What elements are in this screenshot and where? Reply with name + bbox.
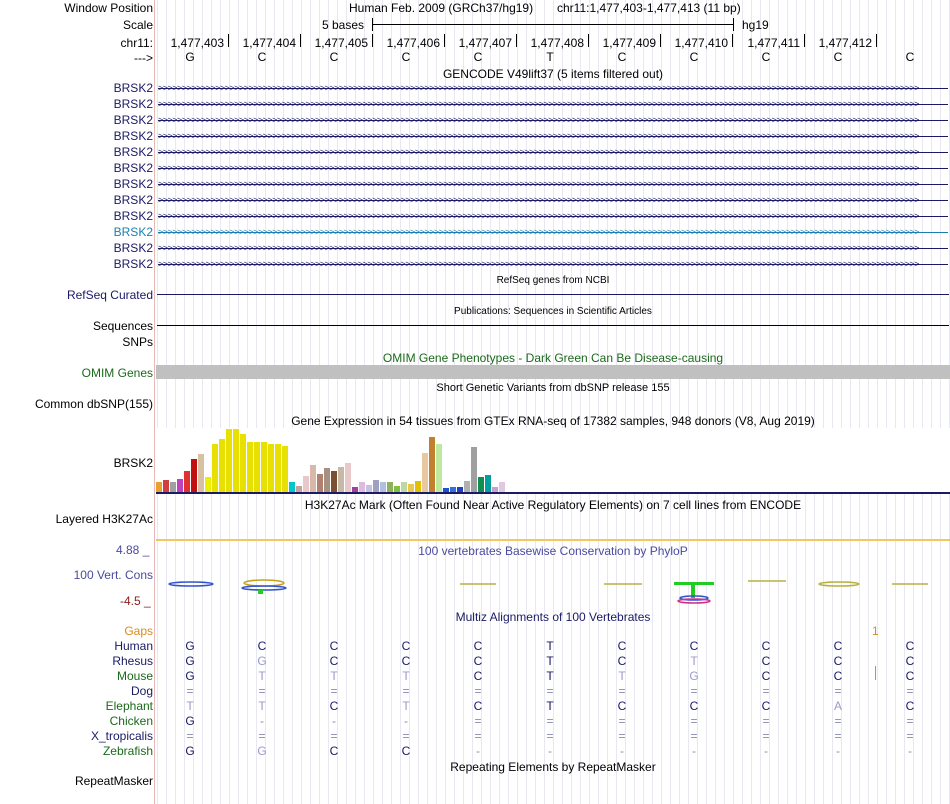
gtex-tissue-bar[interactable] xyxy=(240,434,246,492)
alignment-base: T xyxy=(690,654,698,668)
gtex-tissue-bar[interactable] xyxy=(485,475,491,492)
alignment-base: G xyxy=(185,639,195,653)
gencode-transcript-label[interactable]: BRSK2 xyxy=(113,257,153,271)
gtex-tissue-bar[interactable] xyxy=(422,453,428,492)
alignment-base: C xyxy=(689,699,699,713)
alignment-base: - xyxy=(548,744,552,758)
multiz-species-label[interactable]: Zebrafish xyxy=(102,744,153,758)
alignment-base: C xyxy=(401,654,411,668)
gtex-tissue-bar[interactable] xyxy=(212,444,218,492)
alignment-base: T xyxy=(546,639,554,653)
alignment-base: T xyxy=(402,669,410,683)
gtex-tissue-bar[interactable] xyxy=(331,471,337,492)
ruler-tick xyxy=(444,34,445,47)
alignment-base: = xyxy=(906,684,914,698)
cons-min-value: -4.5 _ xyxy=(120,594,151,608)
ruler-base: C xyxy=(257,50,267,64)
alignment-base: C xyxy=(473,699,483,713)
label-column-divider xyxy=(154,0,155,804)
gtex-tissue-bar[interactable] xyxy=(156,482,162,492)
alignment-base: C xyxy=(473,669,483,683)
alignment-base: C xyxy=(257,639,267,653)
cons-glyph-5 xyxy=(674,582,714,603)
alignment-base: = xyxy=(906,729,914,743)
gtex-tissue-bar[interactable] xyxy=(478,477,484,492)
gtex-tissue-bar[interactable] xyxy=(415,481,421,492)
alignment-base: G xyxy=(185,669,195,683)
gencode-strand-arrows: >>>>>>>>>>>>>>>>>>>>>>>>>>>>>>>>>>>>>>>>>>>>>>>>>>>>>>>>>>>>>>>>>>>>>>>>>>>>>>>>>>>>>>>>>>>>>>>>>>>>>>>>>>>>>>>>>>>>>>>>>>>>>>>>>>>>>>>>>>>>>>>>>>>>>>>>>>>>>>>> xyxy=(158,116,919,125)
alignment-base: - xyxy=(908,744,912,758)
alignment-base: T xyxy=(330,669,338,683)
alignment-base: T xyxy=(546,669,554,683)
gtex-tissue-bar[interactable] xyxy=(317,474,323,492)
ruler-tick xyxy=(588,34,589,47)
alignment-base: = xyxy=(762,729,770,743)
alignment-base: = xyxy=(906,714,914,728)
alignment-base: T xyxy=(402,699,410,713)
alignment-base: T xyxy=(258,699,266,713)
alignment-base: T xyxy=(258,669,266,683)
alignment-base: C xyxy=(617,654,627,668)
multiz-species-label[interactable]: Dog xyxy=(130,684,153,698)
ruler-base: C xyxy=(473,50,483,64)
gtex-tissue-bar[interactable] xyxy=(310,465,316,492)
cons-glyph-7 xyxy=(819,582,859,586)
ruler-position-label: 1,477,408 xyxy=(530,36,584,50)
multiz-species-label[interactable]: Mouse xyxy=(116,669,153,683)
multiz-species-label[interactable]: Rhesus xyxy=(112,654,153,668)
alignment-base: = xyxy=(834,729,842,743)
alignment-base: - xyxy=(476,744,480,758)
alignment-base: T xyxy=(546,654,554,668)
refseq-track-line[interactable] xyxy=(157,294,949,295)
gtex-tissue-bar[interactable] xyxy=(471,447,477,492)
alignment-base: = xyxy=(474,714,482,728)
alignment-base: = xyxy=(690,729,698,743)
multiz-species-label[interactable]: Chicken xyxy=(109,714,153,728)
ruler-position-label: 1,477,412 xyxy=(818,36,872,50)
scale-bar xyxy=(372,24,733,25)
gencode-transcript-label[interactable]: BRSK2 xyxy=(113,177,153,191)
sequences-label[interactable]: Sequences xyxy=(92,319,153,333)
alignment-base: - xyxy=(620,744,624,758)
alignment-base: - xyxy=(692,744,696,758)
alignment-base: G xyxy=(185,654,195,668)
layered-h3k27ac-label[interactable]: Layered H3K27Ac xyxy=(55,512,153,526)
alignment-base: C xyxy=(617,639,627,653)
gencode-strand-arrows: >>>>>>>>>>>>>>>>>>>>>>>>>>>>>>>>>>>>>>>>>>>>>>>>>>>>>>>>>>>>>>>>>>>>>>>>>>>>>>>>>>>>>>>>>>>>>>>>>>>>>>>>>>>>>>>>>>>>>>>>>>>>>>>>>>>>>>>>>>>>>>>>>>>>>>>>>>>>>>>> xyxy=(158,100,919,109)
gtex-tissue-bar[interactable] xyxy=(198,454,204,492)
h3k27ac-track-title[interactable]: H3K27Ac Mark (Often Found Near Active Regulatory Elements) on 7 cell lines from ENCODE xyxy=(304,498,802,512)
ruler-position-label: 1,477,407 xyxy=(458,36,512,50)
gtex-tissue-bar[interactable] xyxy=(387,482,393,492)
alignment-base: = xyxy=(762,714,770,728)
multiz-species-label[interactable]: Elephant xyxy=(105,699,153,713)
gencode-transcript-label[interactable]: BRSK2 xyxy=(113,81,153,95)
alignment-base: C xyxy=(905,699,915,713)
gtex-tissue-bar[interactable] xyxy=(338,467,344,492)
scale-text: 5 bases xyxy=(322,18,365,32)
gtex-tissue-bar[interactable] xyxy=(324,468,330,492)
gencode-strand-arrows: >>>>>>>>>>>>>>>>>>>>>>>>>>>>>>>>>>>>>>>>>>>>>>>>>>>>>>>>>>>>>>>>>>>>>>>>>>>>>>>>>>>>>>>>>>>>>>>>>>>>>>>>>>>>>>>>>>>>>>>>>>>>>>>>>>>>>>>>>>>>>>>>>>>>>>>>>>>>>>>> xyxy=(158,180,919,189)
gtex-tissue-bar[interactable] xyxy=(268,444,274,492)
alignment-base: C xyxy=(905,639,915,653)
alignment-base: = xyxy=(546,714,554,728)
alignment-base: A xyxy=(833,699,842,713)
gencode-transcript-label[interactable]: BRSK2 xyxy=(113,193,153,207)
alignment-base: C xyxy=(761,639,771,653)
alignment-base: C xyxy=(761,654,771,668)
gtex-tissue-bar[interactable] xyxy=(345,463,351,492)
ruler-base: C xyxy=(905,50,915,64)
ruler-base: C xyxy=(617,50,627,64)
ruler-position-label: 1,477,405 xyxy=(314,36,368,50)
alignment-base: = xyxy=(834,714,842,728)
gtex-tissue-bar[interactable] xyxy=(177,479,183,492)
gtex-baseline xyxy=(156,492,950,494)
gencode-strand-arrows: >>>>>>>>>>>>>>>>>>>>>>>>>>>>>>>>>>>>>>>>>>>>>>>>>>>>>>>>>>>>>>>>>>>>>>>>>>>>>>>>>>>>>>>>>>>>>>>>>>>>>>>>>>>>>>>>>>>>>>>>>>>>>>>>>>>>>>>>>>>>>>>>>>>>>>>>>>>>>>>> xyxy=(158,228,919,237)
alignment-base: C xyxy=(473,654,483,668)
alignment-base: G xyxy=(257,744,267,758)
alignment-base: = xyxy=(546,729,554,743)
omim-genes-label[interactable]: OMIM Genes xyxy=(81,366,153,380)
gtex-tissue-bar[interactable] xyxy=(408,484,414,492)
alignment-base: T xyxy=(546,699,554,713)
ruler-tick xyxy=(660,34,661,47)
gtex-tissue-bar[interactable] xyxy=(359,482,365,492)
alignment-base: - xyxy=(836,744,840,758)
gtex-tissue-bar[interactable] xyxy=(275,444,281,492)
alignment-base: - xyxy=(260,714,264,728)
chrom-label: chr11: xyxy=(120,36,153,50)
gtex-gene-label[interactable]: BRSK2 xyxy=(113,456,153,470)
ruler-base: C xyxy=(401,50,411,64)
gtex-tissue-bar[interactable] xyxy=(282,446,288,492)
strand-label: ---> xyxy=(134,51,153,65)
alignment-base: = xyxy=(402,729,410,743)
ruler-tick xyxy=(876,34,877,47)
alignment-base: = xyxy=(618,729,626,743)
gtex-bar-chart[interactable] xyxy=(156,428,950,492)
multiz-species-label[interactable]: Human xyxy=(114,639,153,653)
alignment-base: C xyxy=(329,639,339,653)
gencode-strand-arrows: >>>>>>>>>>>>>>>>>>>>>>>>>>>>>>>>>>>>>>>>>>>>>>>>>>>>>>>>>>>>>>>>>>>>>>>>>>>>>>>>>>>>>>>>>>>>>>>>>>>>>>>>>>>>>>>>>>>>>>>>>>>>>>>>>>>>>>>>>>>>>>>>>>>>>>>>>>>>>>>> xyxy=(158,132,919,141)
ruler-position-label: 1,477,410 xyxy=(674,36,728,50)
ruler-base: T xyxy=(546,50,554,64)
gencode-transcript-label[interactable]: BRSK2 xyxy=(113,113,153,127)
alignment-base: C xyxy=(329,699,339,713)
alignment-base: G xyxy=(257,654,267,668)
snps-label[interactable]: SNPs xyxy=(122,335,153,349)
alignment-base: - xyxy=(332,714,336,728)
gencode-strand-arrows: >>>>>>>>>>>>>>>>>>>>>>>>>>>>>>>>>>>>>>>>>>>>>>>>>>>>>>>>>>>>>>>>>>>>>>>>>>>>>>>>>>>>>>>>>>>>>>>>>>>>>>>>>>>>>>>>>>>>>>>>>>>>>>>>>>>>>>>>>>>>>>>>>>>>>>>>>>>>>>>> xyxy=(158,244,919,253)
alignment-base: C xyxy=(905,654,915,668)
alignment-base: C xyxy=(761,669,771,683)
alignment-base: C xyxy=(905,669,915,683)
gencode-strand-arrows: >>>>>>>>>>>>>>>>>>>>>>>>>>>>>>>>>>>>>>>>>>>>>>>>>>>>>>>>>>>>>>>>>>>>>>>>>>>>>>>>>>>>>>>>>>>>>>>>>>>>>>>>>>>>>>>>>>>>>>>>>>>>>>>>>>>>>>>>>>>>>>>>>>>>>>>>>>>>>>>> xyxy=(158,196,919,205)
alignment-base: = xyxy=(330,729,338,743)
gtex-tissue-bar[interactable] xyxy=(247,442,253,492)
gtex-track-title[interactable]: Gene Expression in 54 tissues from GTEx RNA-seq of 17382 samples, 948 donors (V8, Aug 2019) xyxy=(291,414,815,428)
vert-cons-label[interactable]: 100 Vert. Cons xyxy=(73,568,153,582)
ruler-tick xyxy=(300,34,301,47)
gencode-strand-arrows: >>>>>>>>>>>>>>>>>>>>>>>>>>>>>>>>>>>>>>>>>>>>>>>>>>>>>>>>>>>>>>>>>>>>>>>>>>>>>>>>>>>>>>>>>>>>>>>>>>>>>>>>>>>>>>>>>>>>>>>>>>>>>>>>>>>>>>>>>>>>>>>>>>>>>>>>>>>>>>>> xyxy=(158,84,919,93)
ruler-position-label: 1,477,409 xyxy=(602,36,656,50)
gtex-tissue-bar[interactable] xyxy=(205,477,211,492)
gaps-label[interactable]: Gaps xyxy=(124,624,153,638)
alignment-base: = xyxy=(618,684,626,698)
omim-track-title[interactable]: OMIM Gene Phenotypes - Dark Green Can Be Disease-causing xyxy=(382,351,724,365)
ruler-tick xyxy=(804,34,805,47)
common-dbsnp-label[interactable]: Common dbSNP(155) xyxy=(34,397,153,411)
sequences-track-line[interactable] xyxy=(157,325,949,326)
alignment-base: = xyxy=(474,729,482,743)
gtex-tissue-bar[interactable] xyxy=(464,481,470,492)
alignment-base: = xyxy=(474,684,482,698)
gtex-tissue-bar[interactable] xyxy=(233,429,239,492)
refseq-curated-label[interactable]: RefSeq Curated xyxy=(66,288,153,302)
alignment-base: G xyxy=(185,744,195,758)
alignment-base: C xyxy=(833,669,843,683)
alignment-base: C xyxy=(833,639,843,653)
position-text: chr11:1,477,403-1,477,413 (11 bp) xyxy=(557,1,741,15)
ruler-position-label: 1,477,403 xyxy=(170,36,224,50)
window-position-label: Window Position xyxy=(64,1,153,15)
gencode-strand-arrows: >>>>>>>>>>>>>>>>>>>>>>>>>>>>>>>>>>>>>>>>>>>>>>>>>>>>>>>>>>>>>>>>>>>>>>>>>>>>>>>>>>>>>>>>>>>>>>>>>>>>>>>>>>>>>>>>>>>>>>>>>>>>>>>>>>>>>>>>>>>>>>>>>>>>>>>>>>>>>>>> xyxy=(158,148,919,157)
alignment-base: C xyxy=(329,654,339,668)
gtex-tissue-bar[interactable] xyxy=(373,480,379,492)
ruler-position-label: 1,477,404 xyxy=(242,36,296,50)
gtex-tissue-bar[interactable] xyxy=(303,476,309,492)
gtex-tissue-bar[interactable] xyxy=(219,439,225,492)
ruler-tick xyxy=(732,34,733,47)
assembly-text: Human Feb. 2009 (GRCh37/hg19) xyxy=(349,1,534,15)
ruler-tick xyxy=(516,34,517,47)
gencode-transcript-label[interactable]: BRSK2 xyxy=(113,161,153,175)
alignment-base: T xyxy=(618,669,626,683)
scale-label: Scale xyxy=(122,18,153,32)
cons-max-value: 4.88 _ xyxy=(116,543,150,557)
cons-glyph-1 xyxy=(169,582,213,586)
ruler-tick xyxy=(228,34,229,47)
gtex-tissue-bar[interactable] xyxy=(499,482,505,492)
alignment-base: = xyxy=(546,684,554,698)
gtex-tissue-bar[interactable] xyxy=(170,482,176,492)
refseq-track-title[interactable]: RefSeq genes from NCBI xyxy=(496,275,610,286)
alignment-base: = xyxy=(402,684,410,698)
alignment-base: = xyxy=(834,684,842,698)
h3k27ac-signal-line[interactable] xyxy=(156,539,950,541)
publications-track-title[interactable]: Publications: Sequences in Scientific Articles xyxy=(454,306,652,317)
gtex-tissue-bar[interactable] xyxy=(261,442,267,492)
gtex-tissue-bar[interactable] xyxy=(429,437,435,492)
ruler-base: C xyxy=(689,50,699,64)
ruler-base: C xyxy=(329,50,339,64)
alignment-base: C xyxy=(833,654,843,668)
gtex-tissue-bar[interactable] xyxy=(436,444,442,492)
gtex-tissue-bar[interactable] xyxy=(163,480,169,492)
omim-gene-bar[interactable] xyxy=(156,365,950,379)
alignment-base: T xyxy=(186,699,194,713)
ruler-tick xyxy=(372,34,373,47)
alignment-base: = xyxy=(186,729,194,743)
gtex-tissue-bar[interactable] xyxy=(191,459,197,492)
alignment-base: = xyxy=(330,684,338,698)
alignment-base: C xyxy=(401,639,411,653)
alignment-base: = xyxy=(690,684,698,698)
gencode-transcript-label[interactable]: BRSK2 xyxy=(113,129,153,143)
gtex-tissue-bar[interactable] xyxy=(401,482,407,492)
ruler-position-label: 1,477,411 xyxy=(747,36,800,50)
alignment-base: = xyxy=(618,714,626,728)
gencode-transcript-label[interactable]: BRSK2 xyxy=(113,225,153,239)
ruler-position-label: 1,477,406 xyxy=(386,36,440,50)
alignment-base: G xyxy=(185,714,195,728)
gtex-tissue-bar[interactable] xyxy=(254,442,260,492)
gtex-tissue-bar[interactable] xyxy=(289,482,295,492)
scale-bar-left-cap xyxy=(372,18,373,31)
alignment-base: - xyxy=(764,744,768,758)
alignment-base: C xyxy=(617,699,627,713)
ruler-base: C xyxy=(761,50,771,64)
repeatmasker-label[interactable]: RepeatMasker xyxy=(74,774,153,788)
alignment-base: = xyxy=(690,714,698,728)
gencode-transcript-label[interactable]: BRSK2 xyxy=(113,145,153,159)
cons-glyph-2 xyxy=(242,580,286,594)
alignment-base: = xyxy=(762,684,770,698)
gencode-transcript-label[interactable]: BRSK2 xyxy=(113,209,153,223)
alignment-base: C xyxy=(761,699,771,713)
alignment-base: C xyxy=(401,744,411,758)
gencode-strand-arrows: >>>>>>>>>>>>>>>>>>>>>>>>>>>>>>>>>>>>>>>>>>>>>>>>>>>>>>>>>>>>>>>>>>>>>>>>>>>>>>>>>>>>>>>>>>>>>>>>>>>>>>>>>>>>>>>>>>>>>>>>>>>>>>>>>>>>>>>>>>>>>>>>>>>>>>>>>>>>>>>> xyxy=(158,260,919,269)
alignment-base: C xyxy=(689,639,699,653)
alignment-base: C xyxy=(329,744,339,758)
alignment-base: C xyxy=(473,639,483,653)
conservation-wiggle[interactable] xyxy=(156,576,950,608)
gap-marker xyxy=(875,666,876,680)
alignment-base: = xyxy=(258,729,266,743)
gaps-value: 1 xyxy=(872,624,879,638)
alignment-base: = xyxy=(186,684,194,698)
gencode-transcript-label[interactable]: BRSK2 xyxy=(113,97,153,111)
dbsnp-track-title[interactable]: Short Genetic Variants from dbSNP release 155 xyxy=(436,382,670,394)
gtex-tissue-bar[interactable] xyxy=(380,482,386,492)
ruler-base: G xyxy=(185,50,195,64)
gencode-track-title[interactable]: GENCODE V49lift37 (5 items filtered out) xyxy=(442,67,664,81)
gencode-strand-arrows: >>>>>>>>>>>>>>>>>>>>>>>>>>>>>>>>>>>>>>>>>>>>>>>>>>>>>>>>>>>>>>>>>>>>>>>>>>>>>>>>>>>>>>>>>>>>>>>>>>>>>>>>>>>>>>>>>>>>>>>>>>>>>>>>>>>>>>>>>>>>>>>>>>>>>>>>>>>>>>>> xyxy=(158,212,919,221)
gencode-transcript-label[interactable]: BRSK2 xyxy=(113,241,153,255)
db-text: hg19 xyxy=(742,18,769,32)
conservation-track-title[interactable]: 100 vertebrates Basewise Conservation by PhyloP xyxy=(418,544,688,558)
multiz-species-label[interactable]: X_tropicalis xyxy=(90,729,153,743)
gtex-tissue-bar[interactable] xyxy=(366,485,372,492)
gtex-tissue-bar[interactable] xyxy=(184,471,190,492)
alignment-base: - xyxy=(404,714,408,728)
gtex-tissue-bar[interactable] xyxy=(226,429,232,492)
scale-bar-right-cap xyxy=(733,18,734,31)
alignment-base: = xyxy=(258,684,266,698)
ruler-base: C xyxy=(833,50,843,64)
multiz-track-title[interactable]: Multiz Alignments of 100 Vertebrates xyxy=(455,610,651,624)
repeatmasker-track-title[interactable]: Repeating Elements by RepeatMasker xyxy=(450,760,656,774)
alignment-base: G xyxy=(689,669,699,683)
gencode-strand-arrows: >>>>>>>>>>>>>>>>>>>>>>>>>>>>>>>>>>>>>>>>>>>>>>>>>>>>>>>>>>>>>>>>>>>>>>>>>>>>>>>>>>>>>>>>>>>>>>>>>>>>>>>>>>>>>>>>>>>>>>>>>>>>>>>>>>>>>>>>>>>>>>>>>>>>>>>>>>>>>>>> xyxy=(158,164,919,173)
